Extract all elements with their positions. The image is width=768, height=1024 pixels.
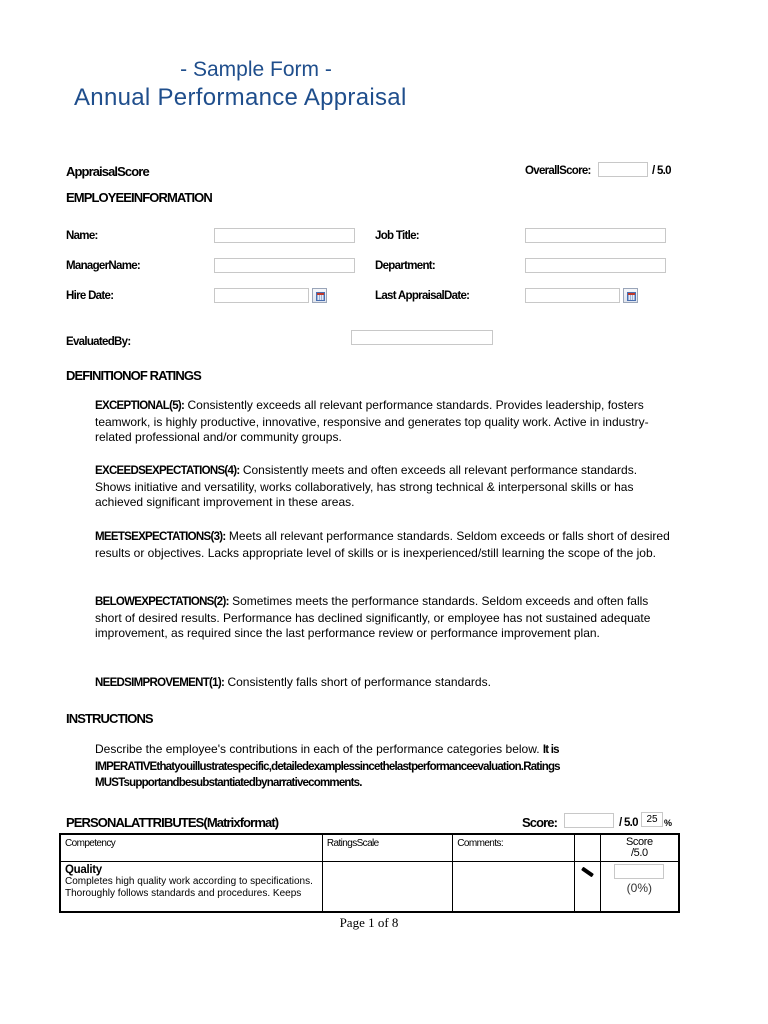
percent-sign: % xyxy=(664,818,672,828)
job-title-field[interactable] xyxy=(525,228,666,243)
rating-definition xyxy=(95,529,675,561)
header-ratings-scale xyxy=(322,834,452,862)
calendar-icon[interactable] xyxy=(312,288,327,303)
name-label: Name: xyxy=(66,230,98,242)
rating-term: EXCEPTIONAL(5): xyxy=(95,400,185,412)
instructions-body: Describe the employee's contributions in each of the performance categories below. xyxy=(95,742,543,756)
personal-score-label: Score: xyxy=(522,815,558,830)
calendar-icon[interactable] xyxy=(623,288,638,303)
overall-score-label: OverallScore: xyxy=(525,165,591,177)
overall-score-field[interactable] xyxy=(598,162,648,177)
header-score xyxy=(600,834,679,862)
instructions-text xyxy=(95,742,675,792)
rating-term: BELOWEXPECTATIONS(2): xyxy=(95,596,229,608)
header-score-bottom: /5.0 xyxy=(630,847,648,859)
row-score-percent: (0%) xyxy=(626,881,653,895)
rating-text: Consistently meets and often exceeds all relevant performance standards. Shows initiative and versatility, works collaboratively, has strong technical & interpersonal skills or has achieved significant improvement in these areas. xyxy=(95,463,638,509)
last-appraisal-date-label: Last AppraisalDate: xyxy=(375,290,470,302)
rating-definition xyxy=(95,675,675,692)
form-title: Annual Performance Appraisal xyxy=(74,84,407,111)
appraisal-score-heading: AppraisalScore xyxy=(66,164,149,179)
header-comments xyxy=(453,834,575,862)
personal-attributes-heading: PERSONALATTRIBUTES(Matrixformat) xyxy=(66,815,279,830)
competency-name: Quality xyxy=(65,864,102,876)
department-field[interactable] xyxy=(525,258,666,273)
form-subtitle: - Sample Form - xyxy=(180,58,332,81)
pencil-icon[interactable] xyxy=(581,867,594,878)
competency-cell xyxy=(60,862,322,912)
row-score-cell xyxy=(600,862,679,912)
overall-score-suffix: / 5.0 xyxy=(652,165,671,177)
page-number: Page 1 of 8 xyxy=(339,915,399,930)
rating-cell[interactable] xyxy=(322,862,452,912)
manager-name-field[interactable] xyxy=(214,258,355,273)
rating-text: Meets all relevant performance standards. Seldom exceeds or falls short of desired results or objectives. Lacks appropriate level of skills or is inexperienced/still learning the scope of the job. xyxy=(95,529,670,560)
personal-score-suffix: / 5.0 xyxy=(619,817,638,829)
rating-definition xyxy=(95,594,675,642)
name-field[interactable] xyxy=(214,228,355,243)
rating-definition xyxy=(95,463,675,511)
header-blank xyxy=(574,834,600,862)
competency-description: Completes high quality work according to specifications. Thoroughly follows standards and procedures. Keeps xyxy=(65,876,313,899)
rating-term: NEEDSIMPROVEMENT(1): xyxy=(95,677,225,689)
instructions-emphasis: It is IMPERATIVEthatyouillustratespecific,detailedexamplessincethelastperformanceevaluation.Ratings MUSTsupportandbesubstantiatedbynarrativecomments. xyxy=(95,744,560,789)
comments-cell[interactable] xyxy=(453,862,575,912)
header-score-top: Score xyxy=(625,836,653,848)
percent-field[interactable]: 25 xyxy=(641,812,663,827)
table-header-row xyxy=(60,834,679,862)
header-competency xyxy=(60,834,322,862)
header-ratings-label: RatingsScale xyxy=(326,838,379,849)
job-title-label: Job Title: xyxy=(375,230,419,242)
evaluated-by-field[interactable] xyxy=(351,330,493,345)
edit-cell xyxy=(574,862,600,912)
hire-date-label: Hire Date: xyxy=(66,290,114,302)
instructions-heading: INSTRUCTIONS xyxy=(66,711,153,726)
row-score-field[interactable] xyxy=(614,864,664,879)
rating-term: EXCEEDSEXPECTATIONS(4): xyxy=(95,465,240,477)
personal-score-field[interactable] xyxy=(564,813,614,828)
header-comments-label: Comments: xyxy=(457,838,504,849)
last-appraisal-date-field[interactable] xyxy=(525,288,620,303)
table-row xyxy=(60,862,679,912)
definitions-heading: DEFINITIONOF RATINGS xyxy=(66,368,201,383)
header-competency-label: Competency xyxy=(65,838,116,849)
manager-name-label: ManagerName: xyxy=(66,260,141,272)
employee-info-heading: EMPLOYEEINFORMATION xyxy=(66,190,212,205)
hire-date-field[interactable] xyxy=(214,288,309,303)
rating-text: Sometimes meets the performance standards. Seldom exceeds and often falls short of desired results. Performance has declined significantly, or employee has not sustained adequate improvement, as required since the last performance review or performance improvement plan. xyxy=(95,594,651,640)
department-label: Department: xyxy=(375,260,436,272)
rating-term: MEETSEXPECTATIONS(3): xyxy=(95,531,226,543)
competency-table xyxy=(59,833,680,913)
rating-definition xyxy=(95,398,675,446)
rating-text: Consistently falls short of performance standards. xyxy=(224,675,491,689)
evaluated-by-label: EvaluatedBy: xyxy=(66,336,131,348)
rating-text: Consistently exceeds all relevant performance standards. Provides leadership, fosters teamwork, is highly productive, innovative, responsive and generates top quality work. Active in industry-related professional and/or community groups. xyxy=(95,398,649,444)
